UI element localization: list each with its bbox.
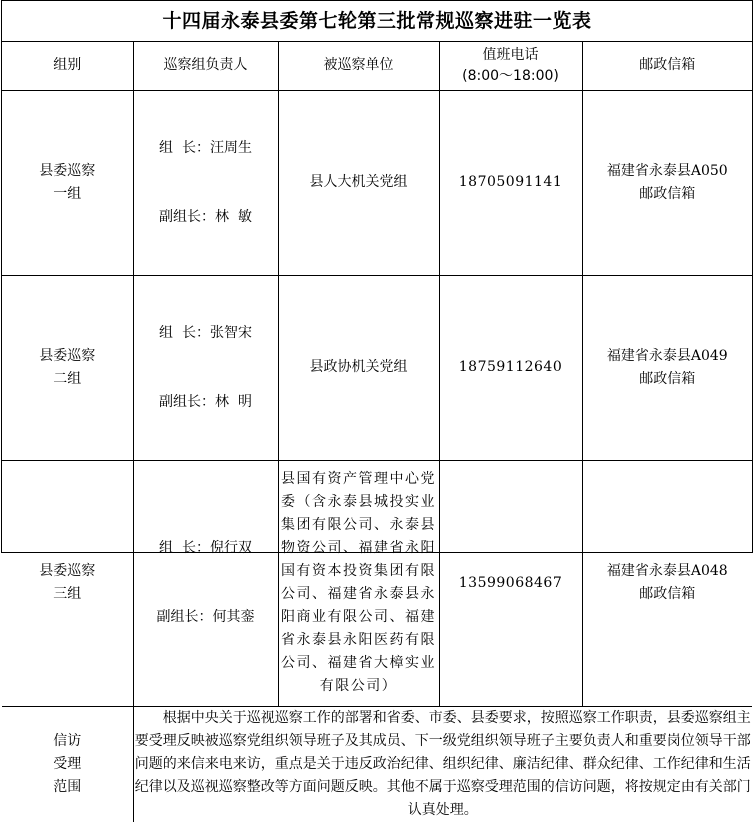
group-cell: [2, 90, 133, 275]
leader-cell: [133, 90, 278, 275]
table-row: [2, 90, 752, 275]
header-group: 组别: [2, 42, 133, 90]
table-row: [2, 460, 752, 706]
group-leader: 组 长：张智宋: [159, 324, 252, 341]
phone-cell: 18705091141: [439, 90, 582, 275]
scope-label-cell: [2, 706, 133, 822]
header-phone-hours: (8:00～18:00): [462, 67, 559, 84]
mailbox-address: 福建省永泰县A050: [606, 162, 728, 179]
group-number: 一组: [53, 185, 82, 202]
deputy-leader: 副组长：何其銮: [156, 609, 255, 625]
header-leader: 巡察组负责人: [133, 42, 278, 90]
scope-description: 根据中央关于巡视巡察工作的部署和省委、市委、县委要求，按照巡察工作职责，县委巡察组主要受理反映被巡察党组织领导班子及其成员、下一级党组织领导班子主要负责人和重要岗位领导干部问题的来信来电来访，重点是关于违反政治纪律、组织纪律、廉洁纪律、群众纪律、工作纪律和生活纪律以及巡视巡察整改等方面问题反映。其他不属于巡察受理范围的信访问题，将按规定由有关部门认真处理。: [133, 706, 752, 822]
mailbox-address: 福建省永泰县A048: [606, 563, 728, 579]
header-phone: [439, 42, 582, 90]
mailbox-address: 福建省永泰县A049: [606, 347, 728, 364]
scope-label-line: 信访: [53, 732, 82, 749]
mailbox-label: 邮政信箱: [639, 370, 696, 387]
header-unit: 被巡察单位: [278, 42, 439, 90]
group-name: 县委巡察: [39, 563, 96, 579]
header-mailbox: 邮政信箱: [582, 42, 752, 90]
scope-label-line: 范围: [53, 778, 82, 795]
inspection-table-document: [1, 0, 753, 818]
mailbox-cell: [582, 275, 752, 460]
scope-label-line: 受理: [53, 755, 82, 772]
mailbox-label: 邮政信箱: [639, 586, 696, 602]
group-number: 三组: [53, 586, 82, 602]
group-name: 县委巡察: [39, 162, 96, 179]
leader-cell: [133, 460, 278, 706]
mailbox-cell: [582, 90, 752, 275]
group-leader: 组 长：汪周生: [159, 139, 252, 156]
deputy-leader: 副组长：林 敏: [159, 208, 252, 225]
header-phone-title: 值班电话: [482, 46, 539, 63]
leader-cell: [133, 275, 278, 460]
table-row: [2, 275, 752, 460]
group-cell: [2, 460, 133, 706]
phone-cell: 18759112640: [439, 275, 582, 460]
unit-cell: 县人大机关党组: [278, 90, 439, 275]
deputy-leader: 副组长：林 明: [159, 393, 252, 410]
scope-row: [2, 706, 752, 822]
page-title: 十四届永泰县委第七轮第三批常规巡察进驻一览表: [2, 1, 752, 42]
mailbox-label: 邮政信箱: [639, 185, 696, 202]
group-cell: [2, 275, 133, 460]
mailbox-cell: [582, 460, 752, 706]
inspection-table: [2, 42, 752, 822]
table-header-row: [2, 42, 752, 90]
group-number: 二组: [53, 370, 82, 387]
unit-cell: 县政协机关党组: [278, 275, 439, 460]
unit-cell: 县国有资产管理中心党委（含永泰县城投实业集团有限公司、永泰县物资公司、福建省永阳国有资本投资集团有限公司、福建省永泰县永阳商业有限公司、福建省永泰县永阳医药有限公司、福建省大樟实业有限公司）: [278, 460, 439, 706]
group-name: 县委巡察: [39, 347, 96, 364]
group-leader: 组 长：倪行双: [159, 540, 252, 556]
phone-cell: 13599068467: [439, 460, 582, 706]
